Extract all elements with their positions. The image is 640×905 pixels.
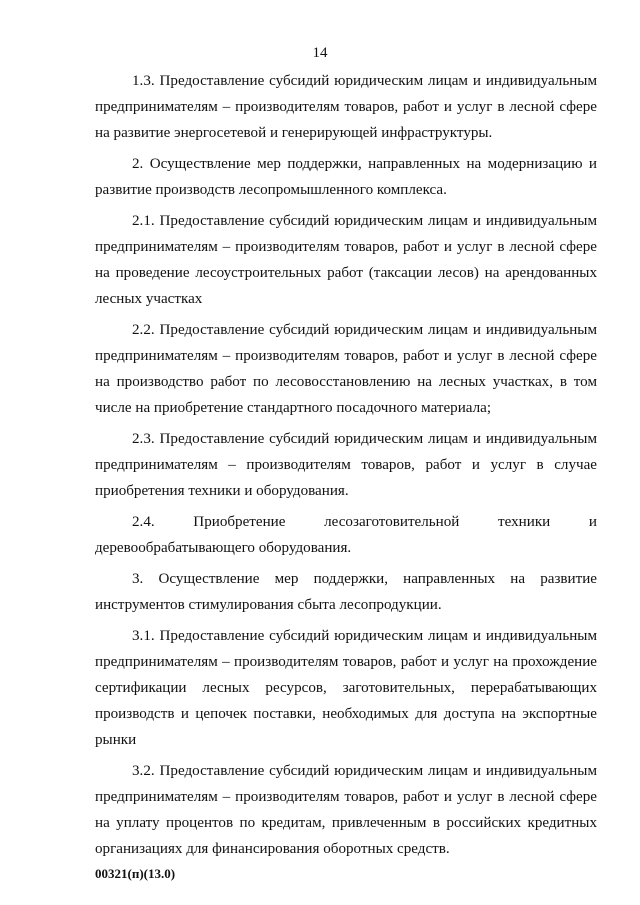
paragraph-3-1: 3.1. Предоставление субсидий юридическим лицам и индивидуальным предпринимателям – производителям товаров, работ и услуг на прохождение сертификации лесных ресурсов, заготовительных, перерабатывающих производств и цепочек поставки, необходимых для доступа на экспортные рынки xyxy=(95,628,597,748)
paragraph-2-1: 2.1. Предоставление субсидий юридическим лицам и индивидуальным предпринимателям – производителям товаров, работ и услуг в лесной сфере на проведение лесоустроительных работ (таксации лесов) на арендованных лесных участках xyxy=(95,213,597,307)
paragraph-3: 3. Осуществление мер поддержки, направленных на развитие инструментов стимулирования сбыта лесопродукции. xyxy=(95,571,597,613)
page-number: 14 xyxy=(312,45,328,61)
document-code: 00321(п)(13.0) xyxy=(95,866,176,881)
paragraph-2-2: 2.2. Предоставление субсидий юридическим лицам и индивидуальным предпринимателям – производителям товаров, работ и услуг в лесной сфере на производство работ по лесовосстановлению на лесных участках, в том числе на приобретение стандартного посадочного материала; xyxy=(95,322,597,416)
paragraph-2-3: 2.3. Предоставление субсидий юридическим лицам и индивидуальным предпринимателям – производителям товаров, работ и услуг в случае приобретения техники и оборудования. xyxy=(95,431,597,499)
document-body xyxy=(95,68,597,867)
paragraph-3-2: 3.2. Предоставление субсидий юридическим лицам и индивидуальным предпринимателям – производителям товаров, работ и услуг в лесной сфере на уплату процентов по кредитам, привлеченным в российских кредитных организациях для финансирования оборотных средств. xyxy=(95,763,597,857)
paragraph-2: 2. Осуществление мер поддержки, направленных на модернизацию и развитие производств лесопромышленного комплекса. xyxy=(95,156,597,198)
paragraph-1-3: 1.3. Предоставление субсидий юридическим лицам и индивидуальным предпринимателям – производителям товаров, работ и услуг в лесной сфере на развитие энергосетевой и генерирующей инфраструктуры. xyxy=(95,73,597,141)
paragraph-2-4: 2.4. Приобретение лесозаготовительной техники и деревообрабатывающего оборудования. xyxy=(95,514,597,556)
